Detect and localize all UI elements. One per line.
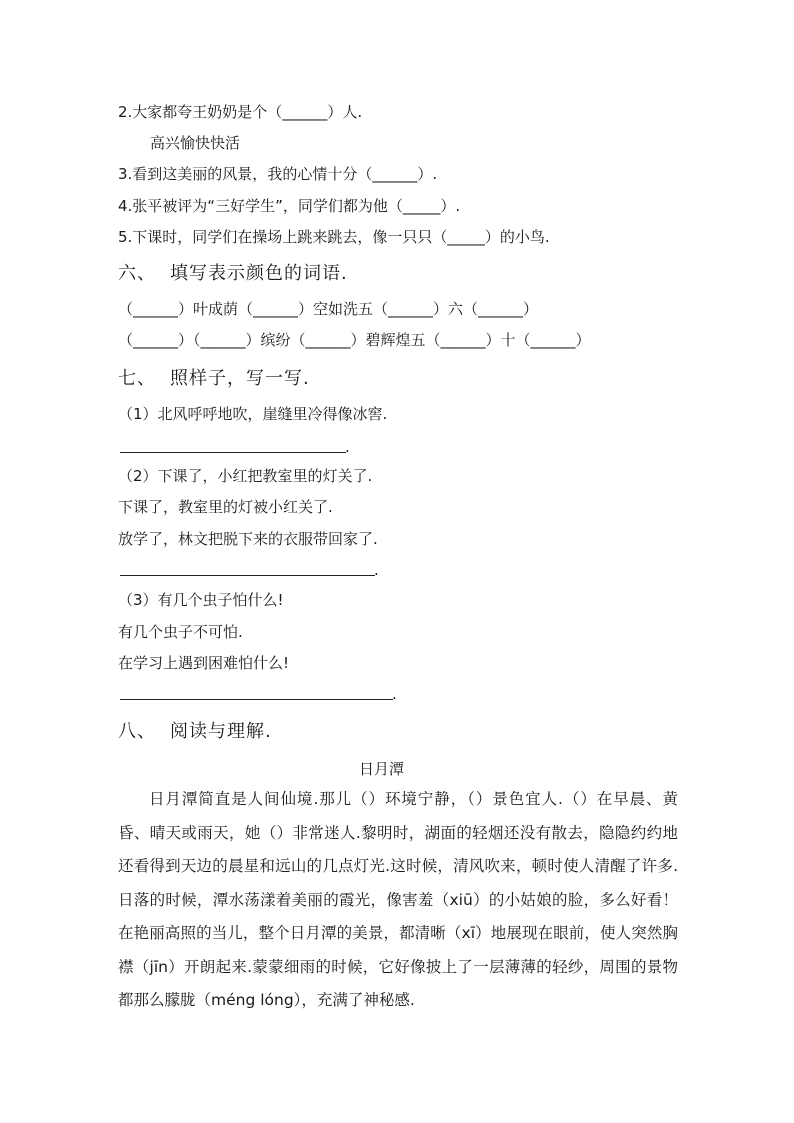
color-words-row-2: （______）（______）缤纷（______）碧辉煌五（______）十（______）	[118, 331, 591, 349]
question-2: 2.大家都夸王奶奶是个（______）人.	[118, 103, 363, 121]
answer-line-2-end: .	[374, 561, 379, 579]
exercise-2-task: 放学了，林文把脱下来的衣服带回家了.	[118, 530, 378, 548]
section-6-title: 填写表示颜色的词语.	[170, 263, 348, 284]
exercise-3-prompt: （3）有几个虫子怕什么!	[118, 591, 284, 609]
answer-line-2	[120, 575, 375, 576]
section-6-number: 六、	[118, 263, 156, 284]
exercise-2-prompt: （2）下课了，小红把教室里的灯关了.	[118, 467, 373, 485]
section-7-title: 照样子，写一写.	[170, 368, 310, 389]
answer-line-1	[120, 452, 346, 453]
word-options: 高兴愉快快活	[150, 134, 241, 152]
section-8-number: 八、	[118, 721, 156, 742]
question-5: 5.下课时，同学们在操场上跳来跳去，像一只只（_____）的小鸟.	[118, 228, 550, 246]
exercise-3-example: 有几个虫子不可怕.	[118, 623, 243, 641]
question-3: 3.看到这美丽的风景，我的心情十分（______）.	[118, 165, 438, 183]
question-4: 4.张平被评为“三好学生”，同学们都为他（_____）.	[118, 197, 461, 215]
section-6-heading	[118, 261, 348, 287]
section-7-number: 七、	[118, 368, 156, 389]
exercise-3-task: 在学习上遇到困难怕什么!	[118, 654, 290, 672]
color-words-row-1: （______）叶成荫（______）空如洗五（______）六（______）	[118, 300, 539, 318]
passage-title: 日月潭	[359, 760, 405, 778]
passage-text: 日月潭简直是人间仙境.那儿（）环境宁静，（）景色宜人.（）在早晨、黄昏、晴天或雨天，她（）非常迷人.黎明时，湖面的轻烟还没有散去，隐隐约约地还看得到天边的晨星和远山的几点灯光.这时候，清风吹来，顿时使人清醒了许多.日落的时候，潭水荡漾着美丽的霞光，像害羞（xiū）的小姑娘的脸，多么好看！在艳丽高照的当儿，整个日月潭的美景，都清晰（xī）地展现在眼前，使人突然胸襟（jīn）开朗起来.蒙蒙细雨的时候，它好像披上了一层薄薄的轻纱，周围的景物都那么朦胧（méng lóng），充满了神秘感.	[118, 790, 678, 1009]
exercise-1-prompt: （1）北风呼呼地吹，崖缝里冷得像冰窖.	[118, 405, 388, 423]
answer-line-3	[120, 699, 393, 700]
exercise-2-example: 下课了，教室里的灯被小红关了.	[118, 498, 333, 516]
answer-line-3-end: .	[392, 685, 397, 703]
section-8-title: 阅读与理解.	[170, 721, 272, 742]
section-7-heading	[118, 366, 310, 392]
section-8-heading	[118, 719, 272, 745]
answer-line-1-end: .	[345, 438, 350, 456]
